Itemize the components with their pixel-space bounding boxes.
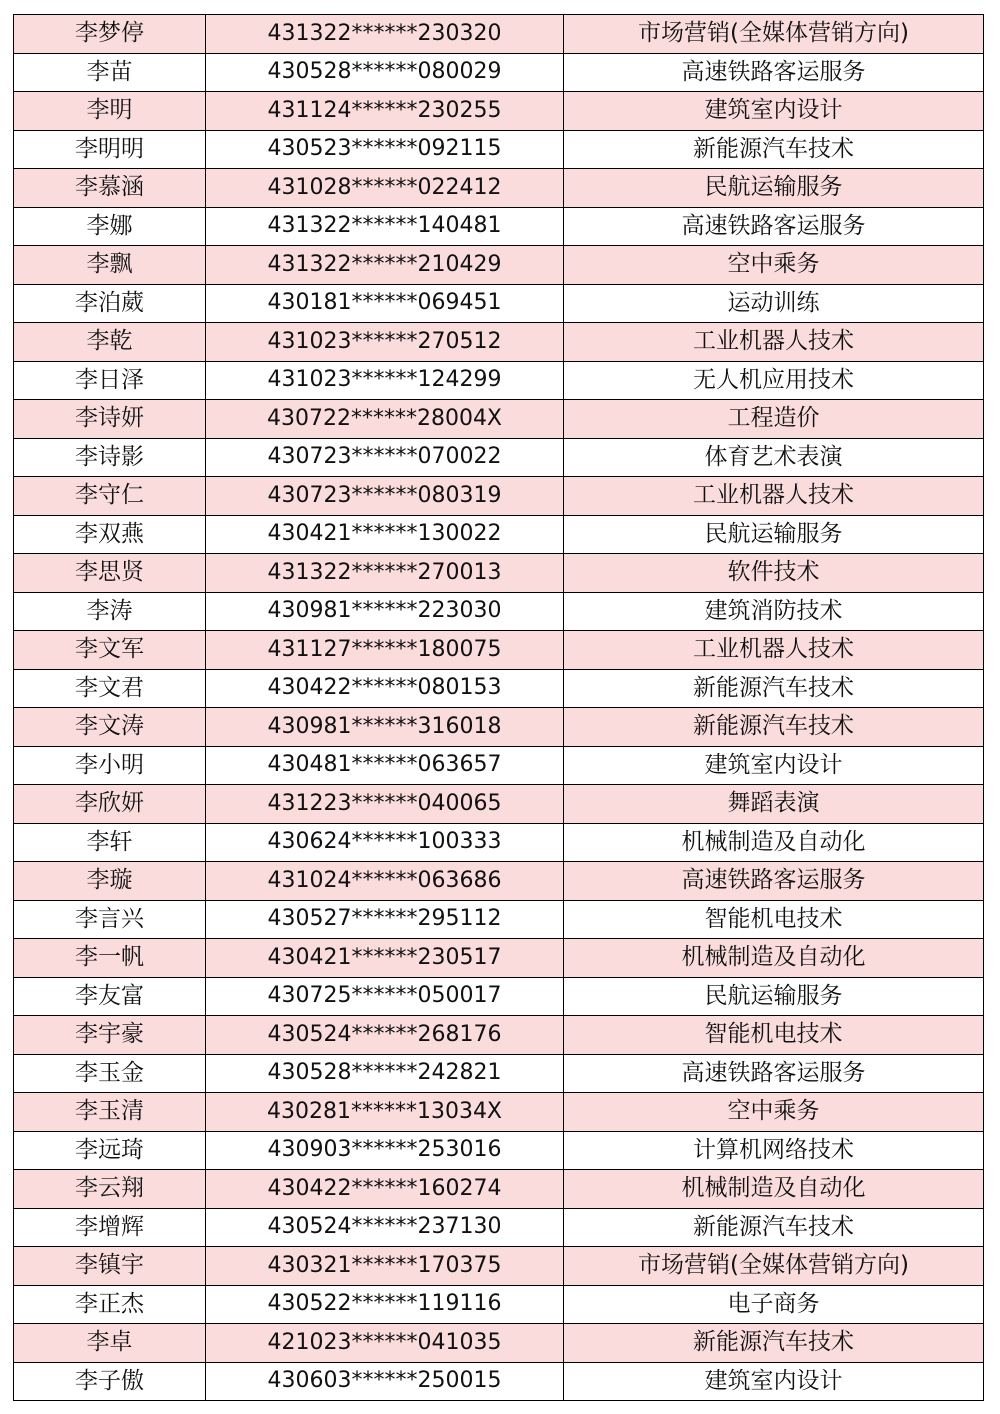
table-row <box>14 939 984 978</box>
table-row <box>14 207 984 246</box>
table-row <box>14 323 984 362</box>
id-number-cell: 430528******242821 <box>206 1054 564 1093</box>
id-number-cell: 421023******041035 <box>206 1324 564 1363</box>
major-cell: 空中乘务 <box>564 246 984 285</box>
table-row <box>14 592 984 631</box>
major-cell: 高速铁路客运服务 <box>564 862 984 901</box>
major-cell: 市场营销(全媒体营销方向) <box>564 15 984 54</box>
table-row <box>14 823 984 862</box>
id-number-cell: 430524******268176 <box>206 1016 564 1055</box>
id-number-cell: 430981******223030 <box>206 592 564 631</box>
id-number-cell: 430725******050017 <box>206 977 564 1016</box>
major-cell: 工业机器人技术 <box>564 631 984 670</box>
student-name-cell: 李守仁 <box>14 477 206 516</box>
table-row <box>14 785 984 824</box>
student-name-cell: 李慕涵 <box>14 169 206 208</box>
student-name-cell: 李乾 <box>14 323 206 362</box>
table-row <box>14 15 984 54</box>
table-row <box>14 515 984 554</box>
major-cell: 高速铁路客运服务 <box>564 207 984 246</box>
major-cell: 新能源汽车技术 <box>564 1208 984 1247</box>
table-row <box>14 554 984 593</box>
major-cell: 建筑室内设计 <box>564 746 984 785</box>
id-number-cell: 430422******160274 <box>206 1170 564 1209</box>
student-list-table <box>13 14 984 1401</box>
major-cell: 工程造价 <box>564 400 984 439</box>
student-name-cell: 李文涛 <box>14 708 206 747</box>
student-name-cell: 李娜 <box>14 207 206 246</box>
major-cell: 民航运输服务 <box>564 977 984 1016</box>
id-number-cell: 430528******080029 <box>206 53 564 92</box>
student-name-cell: 李飘 <box>14 246 206 285</box>
id-number-cell: 430723******070022 <box>206 438 564 477</box>
table-row <box>14 669 984 708</box>
id-number-cell: 430523******092115 <box>206 130 564 169</box>
id-number-cell: 430181******069451 <box>206 284 564 323</box>
major-cell: 高速铁路客运服务 <box>564 53 984 92</box>
id-number-cell: 431322******230320 <box>206 15 564 54</box>
student-name-cell: 李增辉 <box>14 1208 206 1247</box>
major-cell: 新能源汽车技术 <box>564 130 984 169</box>
major-cell: 建筑室内设计 <box>564 1362 984 1401</box>
id-number-cell: 430722******28004X <box>206 400 564 439</box>
student-name-cell: 李远琦 <box>14 1131 206 1170</box>
major-cell: 运动训练 <box>564 284 984 323</box>
id-number-cell: 431127******180075 <box>206 631 564 670</box>
major-cell: 高速铁路客运服务 <box>564 1054 984 1093</box>
table-row <box>14 746 984 785</box>
student-name-cell: 李玉金 <box>14 1054 206 1093</box>
student-name-cell: 李卓 <box>14 1324 206 1363</box>
id-number-cell: 430524******237130 <box>206 1208 564 1247</box>
id-number-cell: 431124******230255 <box>206 92 564 131</box>
major-cell: 工业机器人技术 <box>564 323 984 362</box>
table-row <box>14 1016 984 1055</box>
table-row <box>14 246 984 285</box>
id-number-cell: 430723******080319 <box>206 477 564 516</box>
table-row <box>14 862 984 901</box>
student-name-cell: 李镇宇 <box>14 1247 206 1286</box>
table-row <box>14 977 984 1016</box>
id-number-cell: 431023******124299 <box>206 361 564 400</box>
table-row <box>14 1247 984 1286</box>
id-number-cell: 431024******063686 <box>206 862 564 901</box>
student-name-cell: 李璇 <box>14 862 206 901</box>
table-row <box>14 438 984 477</box>
student-name-cell: 李诗影 <box>14 438 206 477</box>
id-number-cell: 430603******250015 <box>206 1362 564 1401</box>
student-list-body <box>14 15 984 1401</box>
major-cell: 舞蹈表演 <box>564 785 984 824</box>
major-cell: 建筑室内设计 <box>564 92 984 131</box>
student-name-cell: 李文君 <box>14 669 206 708</box>
id-number-cell: 430321******170375 <box>206 1247 564 1286</box>
major-cell: 民航运输服务 <box>564 169 984 208</box>
student-name-cell: 李欣妍 <box>14 785 206 824</box>
id-number-cell: 430422******080153 <box>206 669 564 708</box>
table-row <box>14 361 984 400</box>
student-name-cell: 李日泽 <box>14 361 206 400</box>
id-number-cell: 430481******063657 <box>206 746 564 785</box>
table-row <box>14 92 984 131</box>
table-row <box>14 1170 984 1209</box>
major-cell: 电子商务 <box>564 1285 984 1324</box>
id-number-cell: 431322******140481 <box>206 207 564 246</box>
student-name-cell: 李梦停 <box>14 15 206 54</box>
student-name-cell: 李小明 <box>14 746 206 785</box>
table-row <box>14 1131 984 1170</box>
major-cell: 建筑消防技术 <box>564 592 984 631</box>
student-name-cell: 李玉清 <box>14 1093 206 1132</box>
student-name-cell: 李明明 <box>14 130 206 169</box>
student-name-cell: 李苗 <box>14 53 206 92</box>
table-row <box>14 900 984 939</box>
student-name-cell: 李言兴 <box>14 900 206 939</box>
major-cell: 计算机网络技术 <box>564 1131 984 1170</box>
major-cell: 机械制造及自动化 <box>564 1170 984 1209</box>
major-cell: 智能机电技术 <box>564 1016 984 1055</box>
student-name-cell: 李轩 <box>14 823 206 862</box>
id-number-cell: 431028******022412 <box>206 169 564 208</box>
student-name-cell: 李明 <box>14 92 206 131</box>
student-name-cell: 李一帆 <box>14 939 206 978</box>
student-name-cell: 李诗妍 <box>14 400 206 439</box>
major-cell: 无人机应用技术 <box>564 361 984 400</box>
major-cell: 空中乘务 <box>564 1093 984 1132</box>
student-name-cell: 李云翔 <box>14 1170 206 1209</box>
student-name-cell: 李文军 <box>14 631 206 670</box>
id-number-cell: 430624******100333 <box>206 823 564 862</box>
id-number-cell: 430527******295112 <box>206 900 564 939</box>
id-number-cell: 430981******316018 <box>206 708 564 747</box>
student-name-cell: 李子傲 <box>14 1362 206 1401</box>
table-row <box>14 1324 984 1363</box>
id-number-cell: 430903******253016 <box>206 1131 564 1170</box>
table-row <box>14 477 984 516</box>
id-number-cell: 431322******270013 <box>206 554 564 593</box>
student-name-cell: 李泊葳 <box>14 284 206 323</box>
table-row <box>14 130 984 169</box>
table-row <box>14 1208 984 1247</box>
major-cell: 智能机电技术 <box>564 900 984 939</box>
major-cell: 机械制造及自动化 <box>564 823 984 862</box>
student-name-cell: 李思贤 <box>14 554 206 593</box>
table-row <box>14 1362 984 1401</box>
table-row <box>14 1285 984 1324</box>
student-name-cell: 李宇豪 <box>14 1016 206 1055</box>
student-name-cell: 李正杰 <box>14 1285 206 1324</box>
table-row <box>14 400 984 439</box>
id-number-cell: 430522******119116 <box>206 1285 564 1324</box>
major-cell: 软件技术 <box>564 554 984 593</box>
major-cell: 市场营销(全媒体营销方向) <box>564 1247 984 1286</box>
major-cell: 体育艺术表演 <box>564 438 984 477</box>
id-number-cell: 431223******040065 <box>206 785 564 824</box>
id-number-cell: 430421******130022 <box>206 515 564 554</box>
table-row <box>14 631 984 670</box>
major-cell: 新能源汽车技术 <box>564 708 984 747</box>
student-name-cell: 李友富 <box>14 977 206 1016</box>
table-row <box>14 1054 984 1093</box>
table-row <box>14 708 984 747</box>
major-cell: 工业机器人技术 <box>564 477 984 516</box>
table-row <box>14 284 984 323</box>
id-number-cell: 430421******230517 <box>206 939 564 978</box>
major-cell: 机械制造及自动化 <box>564 939 984 978</box>
student-name-cell: 李双燕 <box>14 515 206 554</box>
id-number-cell: 431322******210429 <box>206 246 564 285</box>
major-cell: 新能源汽车技术 <box>564 669 984 708</box>
table-row <box>14 53 984 92</box>
table-row <box>14 169 984 208</box>
major-cell: 民航运输服务 <box>564 515 984 554</box>
major-cell: 新能源汽车技术 <box>564 1324 984 1363</box>
student-name-cell: 李涛 <box>14 592 206 631</box>
id-number-cell: 431023******270512 <box>206 323 564 362</box>
id-number-cell: 430281******13034X <box>206 1093 564 1132</box>
table-row <box>14 1093 984 1132</box>
